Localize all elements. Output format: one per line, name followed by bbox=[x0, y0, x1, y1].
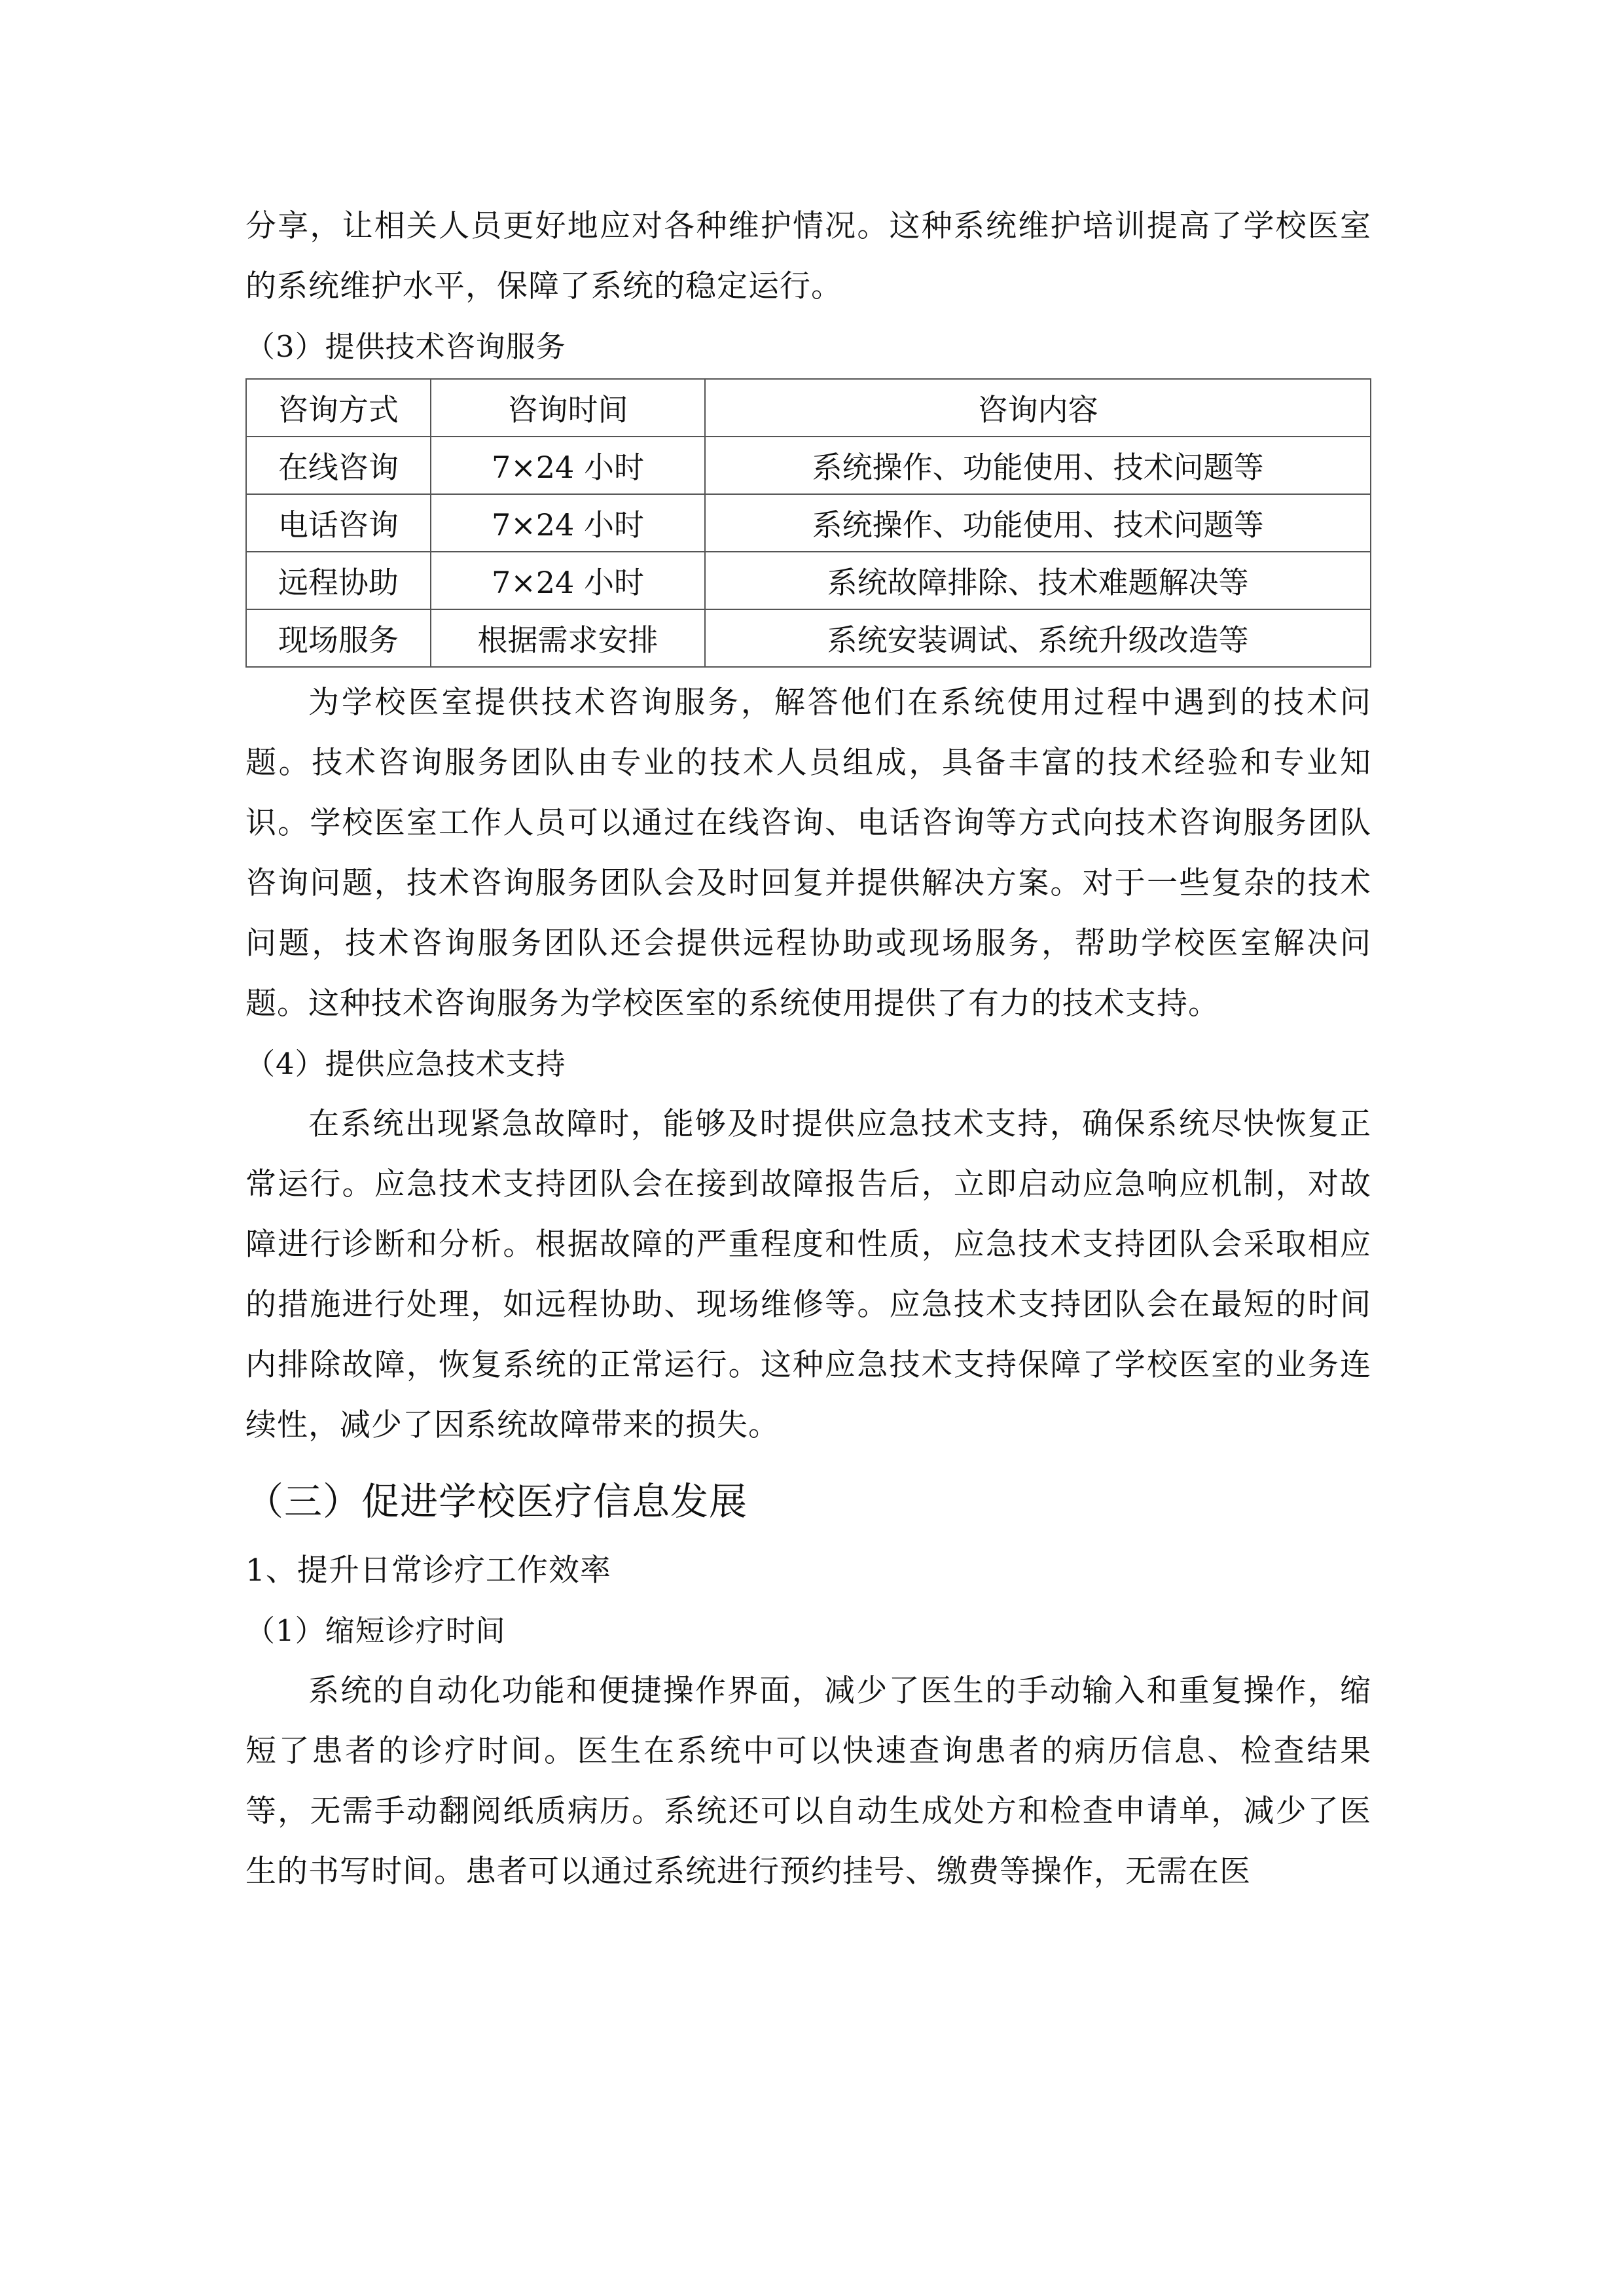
table-cell: 电话咨询 bbox=[246, 494, 431, 552]
intro-paragraph: 分享，让相关人员更好地应对各种维护情况。这种系统维护培训提高了学校医室的系统维护水平，保障了系统的稳定运行。 bbox=[245, 208, 1371, 304]
table-cell: 系统安装调试、系统升级改造等 bbox=[705, 609, 1371, 667]
section-title: （三）促进学校医疗信息发展 bbox=[245, 1479, 748, 1524]
subsection-4-title: （4）提供应急技术支持 bbox=[245, 1047, 566, 1081]
table-row bbox=[246, 494, 1371, 552]
table-cell: 7×24 小时 bbox=[431, 494, 706, 552]
table-cell: 7×24 小时 bbox=[431, 437, 706, 494]
table-header-cell: 咨询方式 bbox=[246, 379, 431, 437]
diagnosis-time-paragraph: 系统的自动化功能和便捷操作界面，减少了医生的手动输入和重复操作，缩短了患者的诊疗时间。医生在系统中可以快速查询患者的病历信息、检查结果等，无需手动翻阅纸质病历。系统还可以自动生成处方和检查申请单，减少了医生的书写时间。患者可以通过系统进行预约挂号、缴费等操作，无需在医 bbox=[245, 1673, 1371, 1890]
emergency-paragraph: 在系统出现紧急故障时，能够及时提供应急技术支持，确保系统尽快恢复正常运行。应急技术支持团队会在接到故障报告后，立即启动应急响应机制，对故障进行诊断和分析。根据故障的严重程度和性质，应急技术支持团队会采取相应的措施进行处理，如远程协助、现场维修等。应急技术支持团队会在最短的时间内排除故障，恢复系统的正常运行。这种应急技术支持保障了学校医室的业务连续性，减少了因系统故障带来的损失。 bbox=[245, 1106, 1371, 1443]
table-cell: 系统操作、功能使用、技术问题等 bbox=[705, 494, 1371, 552]
table-header-row bbox=[246, 379, 1371, 437]
table-row bbox=[246, 437, 1371, 494]
table-header-cell: 咨询内容 bbox=[705, 379, 1371, 437]
consultation-paragraph: 为学校医室提供技术咨询服务，解答他们在系统使用过程中遇到的技术问题。技术咨询服务团队由专业的技术人员组成，具备丰富的技术经验和专业知识。学校医室工作人员可以通过在线咨询、电话咨询等方式向技术咨询服务团队咨询问题，技术咨询服务团队会及时回复并提供解决方案。对于一些复杂的技术问题，技术咨询服务团队还会提供远程协助或现场服务，帮助学校医室解决问题。这种技术咨询服务为学校医室的系统使用提供了有力的技术支持。 bbox=[245, 685, 1371, 1022]
subsection-1-title: （1）缩短诊疗时间 bbox=[245, 1613, 506, 1648]
table-cell: 远程协助 bbox=[246, 552, 431, 609]
table-row bbox=[246, 552, 1371, 609]
table-cell: 系统操作、功能使用、技术问题等 bbox=[705, 437, 1371, 494]
table-cell: 系统故障排除、技术难题解决等 bbox=[705, 552, 1371, 609]
subsection-3-title: （3）提供技术咨询服务 bbox=[245, 329, 566, 364]
table-cell: 7×24 小时 bbox=[431, 552, 706, 609]
heading-1: 1、提升日常诊疗工作效率 bbox=[245, 1552, 611, 1588]
table-cell: 现场服务 bbox=[246, 609, 431, 667]
page-content bbox=[245, 196, 1371, 1902]
consultation-table bbox=[245, 378, 1371, 668]
table-cell: 在线咨询 bbox=[246, 437, 431, 494]
table-row bbox=[246, 609, 1371, 667]
table-cell: 根据需求安排 bbox=[431, 609, 706, 667]
table-header-cell: 咨询时间 bbox=[431, 379, 706, 437]
